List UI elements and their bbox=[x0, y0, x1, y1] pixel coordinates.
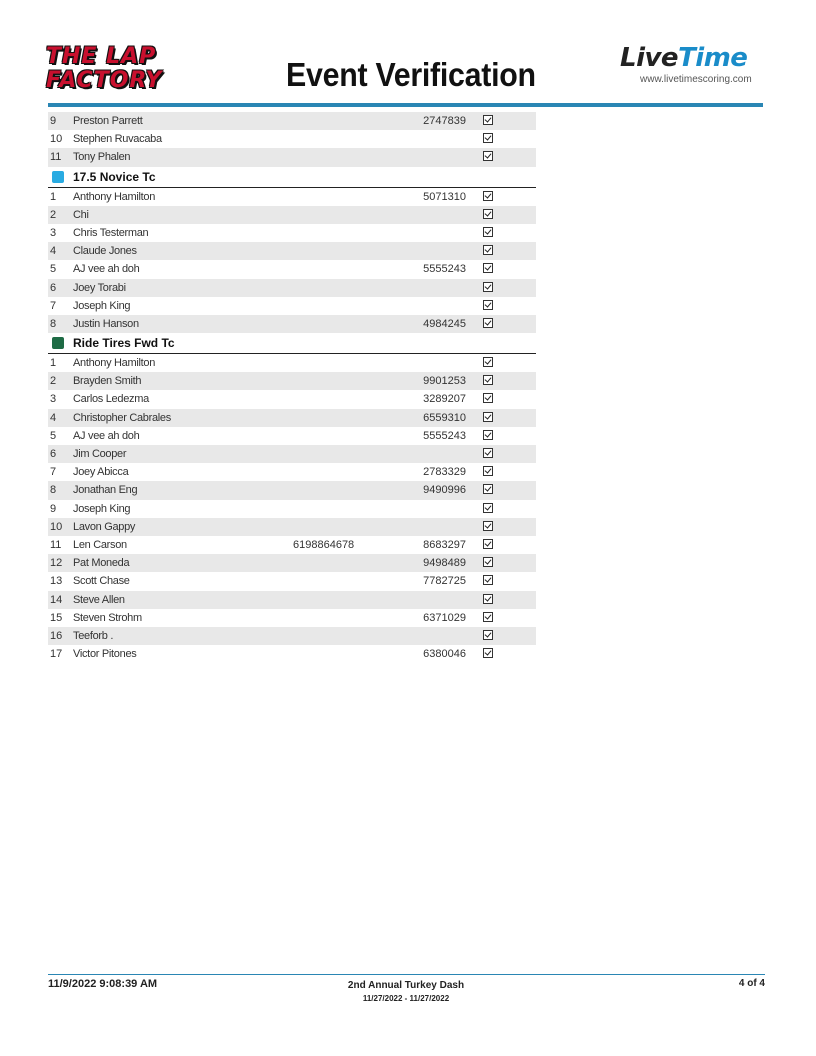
logo-left-line2: FACTORY bbox=[46, 68, 163, 93]
row-position: 5 bbox=[50, 429, 57, 442]
row-driver-name: Jim Cooper bbox=[73, 448, 127, 460]
row-position: 10 bbox=[50, 133, 63, 146]
table-row bbox=[48, 390, 536, 408]
table-row bbox=[48, 148, 536, 166]
verified-checkbox-icon[interactable] bbox=[483, 133, 493, 143]
row-driver-name: Pat Moneda bbox=[73, 557, 130, 570]
table-row bbox=[48, 627, 536, 645]
table-row bbox=[48, 224, 536, 242]
table-row bbox=[48, 242, 536, 260]
class-group-header bbox=[48, 167, 536, 188]
row-driver-name: AJ vee ah doh bbox=[73, 263, 140, 276]
verified-checkbox-icon[interactable] bbox=[483, 612, 493, 622]
verified-checkbox-icon[interactable] bbox=[483, 227, 493, 237]
row-driver-name: Carlos Ledezma bbox=[73, 393, 149, 406]
row-driver-name: Christopher Cabrales bbox=[73, 411, 171, 424]
print-timestamp: 11/9/2022 9:08:39 AM bbox=[48, 978, 158, 990]
table-row bbox=[48, 354, 536, 372]
row-driver-name: Chi bbox=[73, 208, 89, 221]
row-driver-name: Teeforb . bbox=[73, 629, 114, 642]
table-row bbox=[48, 297, 536, 315]
row-driver-name: Joey Abicca bbox=[73, 466, 129, 479]
verified-checkbox-icon[interactable] bbox=[483, 151, 493, 161]
page-number: 4 of 4 bbox=[738, 978, 765, 989]
verified-checkbox-icon[interactable] bbox=[483, 630, 493, 640]
table-row bbox=[48, 130, 536, 148]
table-row bbox=[48, 554, 536, 572]
row-position: 7 bbox=[50, 466, 57, 479]
row-position: 12 bbox=[50, 557, 63, 570]
row-position: 5 bbox=[50, 263, 57, 276]
livetime-wordmark bbox=[620, 44, 765, 72]
verified-checkbox-icon[interactable] bbox=[483, 191, 493, 201]
row-transponder: 2783329 bbox=[423, 466, 466, 479]
verified-checkbox-icon[interactable] bbox=[483, 503, 493, 513]
verified-checkbox-icon[interactable] bbox=[483, 375, 493, 385]
row-transponder: 6380046 bbox=[423, 648, 466, 661]
row-phone: 6198864678 bbox=[293, 538, 355, 551]
table-row bbox=[48, 609, 536, 627]
class-group-header bbox=[48, 333, 536, 354]
table-row bbox=[48, 260, 536, 278]
row-position: 3 bbox=[50, 393, 57, 406]
table-row bbox=[48, 536, 536, 554]
verified-checkbox-icon[interactable] bbox=[483, 209, 493, 219]
livetime-wordmark-time: Time bbox=[678, 43, 748, 73]
verified-checkbox-icon[interactable] bbox=[483, 521, 493, 531]
row-position: 11 bbox=[50, 538, 62, 551]
row-driver-name: Jonathan Eng bbox=[73, 484, 138, 497]
row-transponder: 9490996 bbox=[423, 484, 466, 497]
row-driver-name: Victor Pitones bbox=[73, 648, 137, 661]
livetime-logo bbox=[620, 44, 765, 85]
row-driver-name: Anthony Hamilton bbox=[73, 190, 156, 203]
verified-checkbox-icon[interactable] bbox=[483, 393, 493, 403]
row-position: 11 bbox=[50, 151, 62, 164]
row-driver-name: Len Carson bbox=[73, 538, 127, 551]
row-position: 9 bbox=[50, 115, 57, 127]
event-name: 2nd Annual Turkey Dash bbox=[347, 980, 465, 991]
table-row bbox=[48, 279, 536, 297]
row-transponder: 9901253 bbox=[423, 375, 466, 388]
page-title: Event Verification bbox=[286, 56, 536, 93]
row-transponder: 5071310 bbox=[423, 190, 466, 203]
class-color-swatch bbox=[52, 171, 64, 183]
row-driver-name: Chris Testerman bbox=[73, 226, 149, 239]
row-transponder: 6371029 bbox=[423, 611, 466, 624]
row-position: 13 bbox=[50, 575, 63, 588]
event-info bbox=[300, 980, 512, 1003]
event-dates: 11/27/2022 - 11/27/2022 bbox=[362, 994, 450, 1003]
footer-divider bbox=[48, 974, 765, 975]
row-position: 4 bbox=[50, 245, 57, 258]
row-position: 1 bbox=[50, 190, 57, 203]
row-driver-name: Joey Torabi bbox=[73, 281, 126, 294]
verified-checkbox-icon[interactable] bbox=[483, 594, 493, 604]
row-driver-name: Claude Jones bbox=[73, 245, 137, 258]
table-row bbox=[48, 500, 536, 518]
verified-checkbox-icon[interactable] bbox=[483, 466, 493, 476]
row-transponder: 5555243 bbox=[423, 429, 466, 442]
table-row bbox=[48, 572, 536, 590]
class-color-swatch bbox=[52, 337, 64, 349]
verified-checkbox-icon[interactable] bbox=[483, 557, 493, 567]
verified-checkbox-icon[interactable] bbox=[483, 648, 493, 658]
row-driver-name: Stephen Ruvacaba bbox=[73, 133, 162, 146]
table-row bbox=[48, 481, 536, 499]
row-transponder: 5555243 bbox=[423, 263, 466, 276]
header-divider bbox=[48, 103, 763, 107]
table-row bbox=[48, 315, 536, 333]
row-position: 1 bbox=[50, 357, 57, 370]
row-driver-name: Steven Strohm bbox=[73, 611, 142, 624]
row-transponder: 2747839 bbox=[423, 115, 466, 127]
row-position: 2 bbox=[50, 208, 57, 221]
row-position: 8 bbox=[50, 484, 57, 497]
row-driver-name: Tony Phalen bbox=[73, 151, 131, 164]
table-row bbox=[48, 372, 536, 390]
row-position: 16 bbox=[50, 629, 63, 642]
row-position: 17 bbox=[50, 648, 63, 661]
row-position: 4 bbox=[50, 411, 57, 424]
row-driver-name: Justin Hanson bbox=[73, 317, 139, 330]
verified-checkbox-icon[interactable] bbox=[483, 412, 493, 422]
verified-checkbox-icon[interactable] bbox=[483, 115, 493, 125]
row-position: 2 bbox=[50, 375, 57, 388]
row-position: 10 bbox=[50, 520, 63, 533]
row-position: 15 bbox=[50, 611, 63, 624]
row-position: 14 bbox=[50, 593, 63, 606]
verified-checkbox-icon[interactable] bbox=[483, 484, 493, 494]
row-driver-name: Lavon Gappy bbox=[73, 520, 136, 533]
row-position: 6 bbox=[50, 448, 57, 460]
row-transponder: 3289207 bbox=[423, 393, 466, 406]
row-transponder: 4984245 bbox=[423, 317, 466, 330]
livetime-wordmark-live: Live bbox=[620, 43, 679, 73]
row-transponder: 8683297 bbox=[423, 538, 466, 551]
row-driver-name: Anthony Hamilton bbox=[73, 357, 156, 370]
table-row bbox=[48, 112, 536, 130]
table-row bbox=[48, 409, 536, 427]
row-transponder: 9498489 bbox=[423, 557, 466, 570]
verified-checkbox-icon[interactable] bbox=[483, 282, 493, 292]
verified-checkbox-icon[interactable] bbox=[483, 318, 493, 328]
lap-factory-logo bbox=[46, 46, 191, 94]
livetime-url: www.livetimescoring.com bbox=[640, 74, 752, 85]
logo-left-line1: THE LAP bbox=[46, 44, 157, 69]
table-row bbox=[48, 427, 536, 445]
row-driver-name: Scott Chase bbox=[73, 575, 130, 588]
verified-checkbox-icon[interactable] bbox=[483, 357, 493, 367]
verified-checkbox-icon[interactable] bbox=[483, 448, 493, 458]
table-row bbox=[48, 591, 536, 609]
table-row bbox=[48, 206, 536, 224]
verified-checkbox-icon[interactable] bbox=[483, 263, 493, 273]
verified-checkbox-icon[interactable] bbox=[483, 300, 493, 310]
row-position: 3 bbox=[50, 226, 57, 239]
table-row bbox=[48, 463, 536, 481]
class-group-name: 17.5 Novice Tc bbox=[73, 169, 156, 184]
table-row bbox=[48, 188, 536, 206]
verified-checkbox-icon[interactable] bbox=[483, 430, 493, 440]
verified-checkbox-icon[interactable] bbox=[483, 245, 493, 255]
row-position: 7 bbox=[50, 299, 57, 312]
table-row bbox=[48, 645, 536, 663]
row-driver-name: Brayden Smith bbox=[73, 375, 142, 388]
verified-checkbox-icon[interactable] bbox=[483, 539, 493, 549]
table-row bbox=[48, 518, 536, 536]
verification-table bbox=[48, 112, 536, 663]
row-position: 8 bbox=[50, 317, 57, 330]
row-driver-name: Joseph King bbox=[73, 299, 131, 312]
row-transponder: 7782725 bbox=[423, 575, 466, 588]
row-driver-name: AJ vee ah doh bbox=[73, 429, 140, 442]
row-transponder: 6559310 bbox=[423, 411, 466, 424]
row-driver-name: Preston Parrett bbox=[73, 115, 143, 127]
row-position: 9 bbox=[50, 502, 57, 515]
row-driver-name: Joseph King bbox=[73, 502, 131, 515]
verified-checkbox-icon[interactable] bbox=[483, 575, 493, 585]
table-row bbox=[48, 445, 536, 463]
row-position: 6 bbox=[50, 281, 57, 294]
row-driver-name: Steve Allen bbox=[73, 593, 125, 606]
class-group-name: Ride Tires Fwd Tc bbox=[73, 336, 175, 351]
